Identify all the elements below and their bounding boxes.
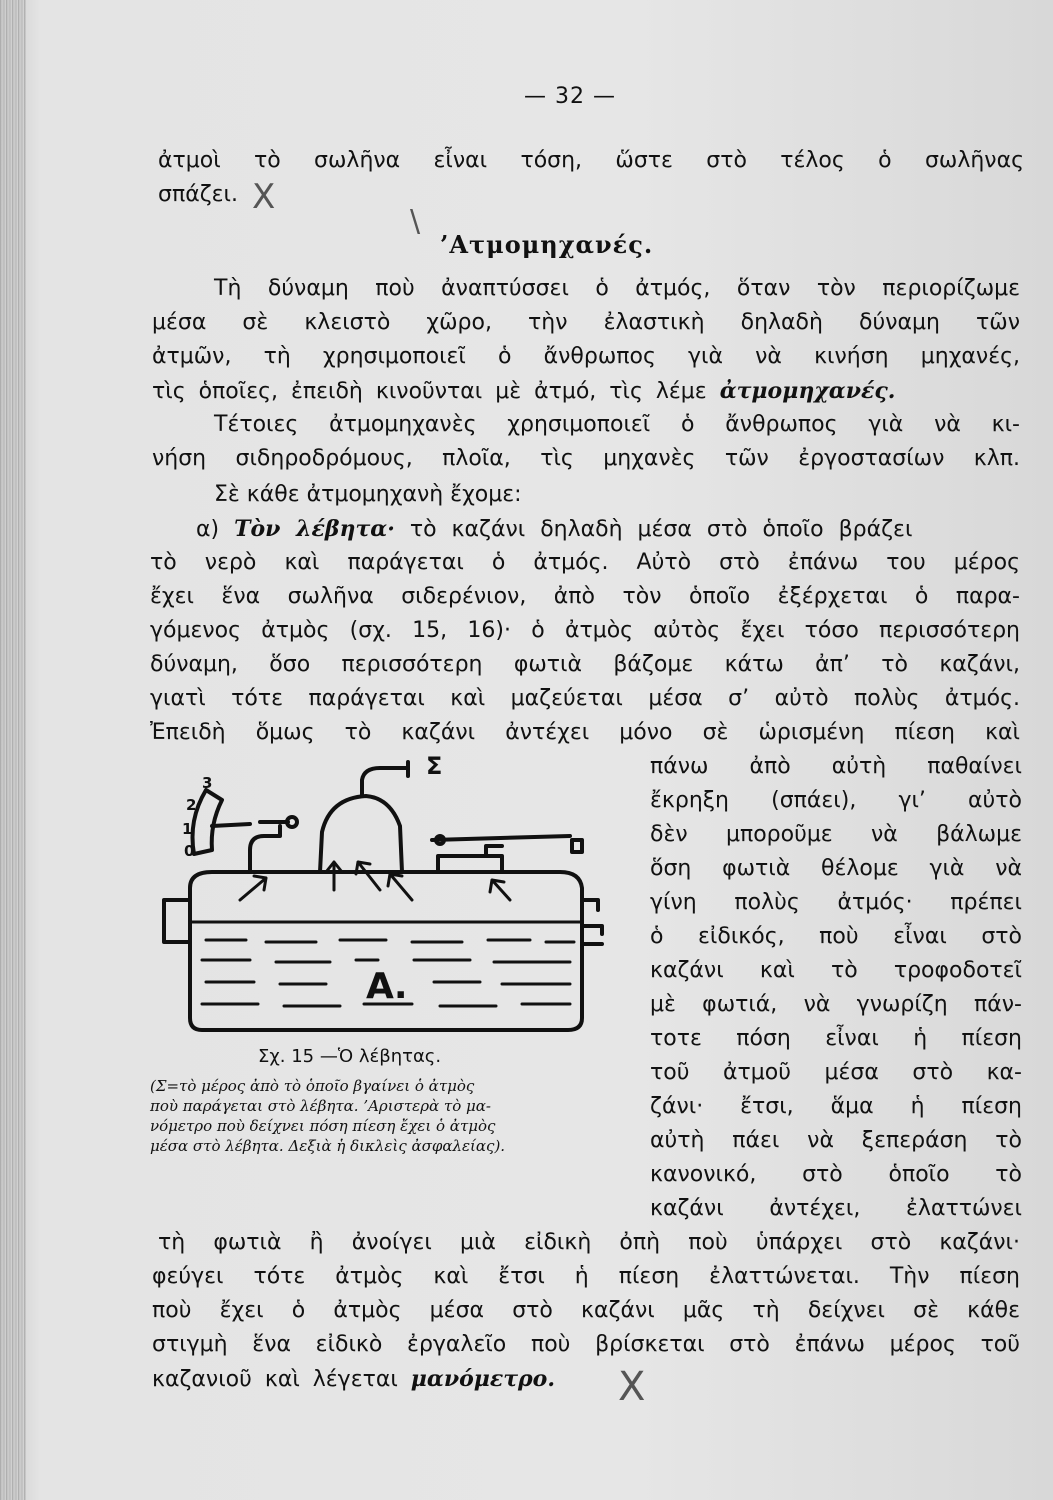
text-line: δὲν μποροῦμε νὰ βάλωμε	[650, 822, 1022, 847]
text-line: γόμενος ἀτμὸς (σχ. 15, 16)· ὁ ἀτμὸς αὐτὸς ἔχει τόσο περισσότερη	[150, 618, 1020, 643]
emphasis-term: ἀτμομηχανές.	[719, 378, 896, 404]
page-edge	[0, 0, 26, 1500]
text-line: κανονικό, στὸ ὁποῖο τὸ	[650, 1162, 1022, 1187]
steam-label: Σ	[426, 752, 443, 780]
pencil-x-mark: X	[618, 1364, 646, 1410]
text-line: αὐτὴ πάει νὰ ξεπεράση τὸ	[650, 1128, 1022, 1153]
emphasis-term: μανόμετρο.	[410, 1366, 555, 1392]
gauge-dial	[193, 790, 223, 854]
text-run: καζανιοῦ καὶ λέγεται	[152, 1367, 398, 1392]
gauge-mark: 1	[182, 820, 193, 838]
gauge-pivot	[287, 817, 297, 827]
figure-caption-note: νόμετρο ποὺ δείχνει πόση πίεση ἔχει ὁ ἀτμὸς	[150, 1117, 496, 1135]
text-line: ἀτμῶν, τὴ χρησιμοποιεῖ ὁ ἄνθρωπος γιὰ νὰ κινήση μηχανές,	[152, 344, 1020, 369]
text-line: καζάνι καὶ τὸ τροφοδοτεῖ	[650, 958, 1022, 983]
boiler-figure	[150, 750, 620, 1050]
gauge-needle	[212, 824, 250, 826]
valve-lever	[432, 836, 570, 840]
text-line: ἔκρηξη (σπάει), γι’ αὐτὸ	[650, 788, 1022, 813]
figure-caption-note: (Σ=τὸ μέρος ἀπὸ τὸ ὁποῖο βγαίνει ὁ ἀτμὸς	[150, 1077, 475, 1095]
text-line: Ἐπειδὴ ὅμως τὸ καζάνι ἀντέχει μόνο σὲ ὡρισμένη πίεση καὶ	[150, 720, 1020, 745]
text-line: τὸ νερὸ καὶ παράγεται ὁ ἀτμός. Αὐτὸ στὸ ἐπάνω του μέρος	[150, 550, 1020, 575]
text-line: ἔχει ἕνα σωλῆνα σιδερένιον, ἀπὸ τὸν ὁποῖο ἐξέρχεται ὁ παρα-	[150, 584, 1020, 609]
text-line: μὲ φωτιά, νὰ γνωρίζη πάν-	[650, 992, 1022, 1017]
safety-valve	[438, 846, 502, 872]
text-line: σπάζει.	[158, 182, 238, 207]
gauge-mark: 0	[184, 842, 195, 860]
text-line: πάνω ἀπὸ αὐτὴ παθαίνει	[650, 754, 1022, 779]
text-line: νήση σιδηροδρόμους, πλοῖα, τὶς μηχανὲς τῶν ἐργοστασίων κλπ.	[152, 446, 1020, 471]
text-line: φεύγει τότε ἀτμὸς καὶ ἔτσι ἡ πίεση ἐλαττώνεται. Τὴν πίεση	[152, 1264, 1020, 1289]
text-line: τὴ φωτιὰ ἢ ἀνοίγει μιὰ εἰδικὴ ὀπὴ ποὺ ὑπάρχει στὸ καζάνι·	[158, 1230, 1020, 1255]
emphasis-term: Τὸν λέβητα·	[234, 516, 395, 542]
section-heading: ’Ατμομηχανές.	[440, 230, 654, 259]
text-line: ποὺ ἔχει ὁ ἀτμὸς μέσα στὸ καζάνι μᾶς τὴ δείχνει σὲ κάθε	[152, 1298, 1020, 1323]
text-line: στιγμὴ ἕνα εἰδικὸ ἐργαλεῖο ποὺ βρίσκεται στὸ ἐπάνω μέρος τοῦ	[152, 1332, 1020, 1357]
water-tap	[582, 900, 602, 944]
page-number: — 32 —	[524, 84, 616, 109]
gauge-mark: 3	[202, 774, 213, 792]
text-run: τὶς ὁποῖες, ἐπειδὴ κινοῦνται μὲ ἀτμό, τὶς λέμε	[152, 379, 707, 404]
text-line	[152, 376, 895, 407]
text-run: τὸ καζάνι δηλαδὴ μέσα στὸ ὁποῖο βράζει	[409, 517, 913, 542]
text-line: γίνη πολὺς ἀτμός· πρέπει	[650, 890, 1022, 915]
figure-caption-title: Σχ. 15 —Ὁ λέβητας.	[258, 1046, 442, 1067]
text-line: γιατὶ τότε παράγεται καὶ μαζεύεται μέσα σ’ αὐτὸ πολὺς ἀτμός.	[150, 686, 1020, 711]
text-line: τοῦ ἀτμοῦ μέσα στὸ κα-	[650, 1060, 1022, 1085]
text-line: Τὴ δύναμη ποὺ ἀναπτύσσει ὁ ἀτμός, ὅταν τὸν περιορίζωμε	[214, 276, 1020, 301]
text-line: δύναμη, ὅσο περισσότερη φωτιὰ βάζομε κάτω ἀπ’ τὸ καζάνι,	[150, 652, 1020, 677]
water-label: Α.	[366, 966, 408, 1007]
text-line: ζάνι· ἔτσι, ἅμα ἡ πίεση	[650, 1094, 1022, 1119]
text-line: ὁ εἰδικός, ποὺ εἶναι στὸ	[650, 924, 1022, 949]
valve-weight	[572, 840, 582, 852]
list-marker: α)	[196, 517, 220, 542]
steam-pipe	[362, 762, 408, 796]
text-line: ἀτμοὶ τὸ σωλῆνα εἶναι τόση, ὥστε στὸ τέλος ὁ σωλῆνας	[158, 148, 1024, 173]
steam-arrows	[240, 862, 510, 900]
text-line: μέσα σὲ κλειστὸ χῶρο, τὴν ἐλαστικὴ δηλαδὴ δύναμη τῶν	[152, 310, 1020, 335]
figure-caption-note: μέσα στὸ λέβητα. Δεξιὰ ἡ δικλεὶς ἀσφαλείας).	[150, 1137, 506, 1155]
boiler-handle	[164, 900, 190, 942]
boiler-dome	[320, 796, 402, 872]
text-line: Σὲ κάθε ἀτμομηχανὴ ἔχομε:	[214, 482, 522, 507]
figure-caption-note: ποὺ παράγεται στὸ λέβητα. ’Αριστερὰ τὸ μα-	[150, 1097, 491, 1115]
text-line	[196, 514, 1020, 545]
text-line	[152, 1364, 555, 1395]
text-line: ὅση φωτιὰ θέλομε γιὰ νὰ	[650, 856, 1022, 881]
text-line: καζάνι ἀντέχει, ἐλαττώνει	[650, 1196, 1022, 1221]
text-line: τοτε πόση εἶναι ἡ πίεση	[650, 1026, 1022, 1051]
gauge-stem	[250, 826, 280, 872]
text-line: Τέτοιες ἀτμομηχανὲς χρησιμοποιεῖ ὁ ἄνθρωπος γιὰ νὰ κι-	[214, 412, 1020, 437]
pencil-x-mark: X	[252, 177, 276, 217]
gauge-mark: 2	[186, 796, 197, 814]
pencil-stroke-mark: \	[410, 204, 421, 239]
